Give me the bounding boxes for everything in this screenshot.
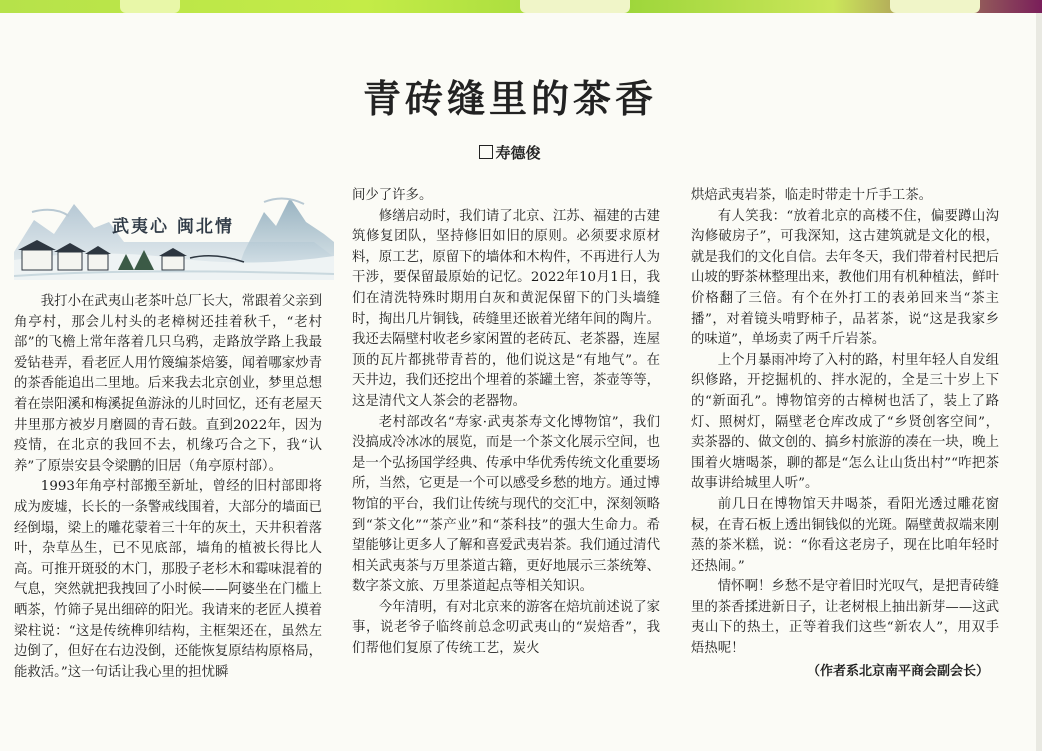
paragraph: 老村部改名“寿家·武夷茶寿文化博物馆”，我们没搞成冷冰冰的展览，而是一个茶文化展示空间，也是一个弘扬国学经典、传承中华优秀传统文化重要场所，当然，它更是一个可以感受乡愁的地方。通过博物馆的平台，我们让传统与现代的交汇中，深刻领略到“茶文化”“茶产业”和“茶科技”的强大生命力。希望能够让更多人了解和喜爱武夷岩茶。我们通过清代相关武夷茶与万里茶道古籍，更好地展示三茶统筹、数字茶文旅、万里茶道起点等相关知识。 — [352, 414, 660, 595]
article-title: 青砖缝里的茶香 — [362, 77, 657, 121]
paragraph: 1993年角亭村部搬至新址，曾经的旧村部即将成为废墟，长长的一条警戒线围着，大部分的墙面已经倒塌，梁上的雕花蒙着三十年的灰土，天井积着落叶，杂草丛生，已不见底部，墙角的植被长得比人高。可推开斑驳的木门，那股子老杉木和霉味混着的气息，突然就把我拽回了小时候——阿婆坐在门槛上晒茶，竹筛子晃出细碎的阳光。我请来的老匠人摸着梁柱说：“这是传统榫卯结构，主框架还在，虽然左边倒了，但好在右边没倒，还能恢复原结构原格局，能救活。”这一句话让我心里的担忧瞬 — [14, 479, 322, 680]
article-column-2 — [352, 186, 660, 660]
paragraph: 我打小在武夷山老茶叶总厂长大，常跟着父亲到角亭村，那会儿村头的老樟树还挂着秋千，“老村部”的飞檐上常年落着几只乌鸦，走路放学路上我最爱钻巷弄，看老匠人用竹篾编茶焙篓，闻着哪家炒青的茶香能追出二里地。后来我去北京创业，梦里总想着在崇阳溪和梅溪捉鱼游泳的儿时回忆，还有老屋天井里那方被岁月磨圆的青石鼓。直到2022年，因为疫情，在北京的我回不去，机缘巧合之下，我“认养”了原崇安县令梁鹏的旧居（角亭原村部）。 — [14, 294, 322, 474]
paragraph-continuation: 间少了许多。 — [352, 188, 433, 203]
paragraph: 前几日在博物馆天井喝茶，看阳光透过雕花窗棂，在青石板上透出铜钱似的光斑。隔壁黄叔端来刚蒸的茶米糕，说：“你看这老房子，现在比咱年轻时还热闹。” — [691, 496, 999, 574]
paragraph: 今年清明，有对北京来的游客在焙坑前述说了家事，说老爷子临终前总念叨武夷山的“炭焙香”，我们帮他们复原了传统工艺，炭火 — [352, 599, 660, 657]
paragraph: 修缮启动时，我们请了北京、江苏、福建的古建筑修复团队，坚持修旧如旧的原则。必须要求原材料，原工艺，原留下的墙体和木构件，不再进行人为干涉，要保留最原始的记忆。2022年10月1日，我们在清洗特殊时期用白灰和黄泥保留下的门头墙缝时，掏出几片铜钱，砖缝里还嵌着光绪年间的陶片。我还去隔壁村收老乡家闲置的老砖瓦、老茶器，连屋顶的瓦片都挑带青苔的，他们说这是“有地气”。在天井边，我们还挖出个埋着的茶罐土窖，茶壶等等，这是清代文人茶会的老器物。 — [352, 208, 660, 409]
article-column-1 — [14, 292, 322, 683]
article-column-3 — [691, 186, 999, 682]
paragraph-continuation: 烘焙武夷岩茶，临走时带走十斤手工茶。 — [691, 188, 933, 203]
paragraph: 有人笑我：“放着北京的高楼不住，偏要蹲山沟沟修破房子”，可我深知，这古建筑就是文化的根，就是我们的文化自信。去年冬天，我们带着村民把后山坡的野茶林整理出来，教他们用有机种植法，鲜叶价格翻了三倍。有个在外打工的表弟回来当“茶主播”，对着镜头啃野柿子，品茗茶，说“这是我家乡的味道”，单场卖了两千斤岩茶。 — [691, 208, 999, 348]
banner-title: 武夷心 闽北情 — [112, 217, 234, 237]
byline-box-icon — [479, 145, 493, 159]
author-name: 寿德俊 — [495, 144, 541, 162]
section-banner — [14, 182, 334, 280]
author-note: （作者系北京南平商会副会长） — [806, 663, 989, 679]
article-byline — [0, 142, 1020, 163]
page-top-band — [0, 0, 1042, 13]
paragraph: 上个月暴雨冲垮了入村的路，村里年轻人自发组织修路，开挖掘机的、拌水泥的，全是三十岁上下的“新面孔”。博物馆旁的古樟树也活了，装上了路灯、照树灯，隔壁老仓库改成了“乡贤创客空间”，卖茶器的、做文创的、搞乡村旅游的凑在一块，晚上围着火塘喝茶，聊的都是“怎么让山货出村”“咋把茶故事讲给城里人听”。 — [691, 352, 999, 492]
paragraph: 情怀啊！乡愁不是守着旧时光叹气，是把青砖缝里的茶香揉进新日子，让老树根上抽出新芽——这武夷山下的热土，正等着我们这些“新农人”，用双手焐热呢！ — [691, 579, 999, 657]
page-edge — [1036, 13, 1042, 751]
